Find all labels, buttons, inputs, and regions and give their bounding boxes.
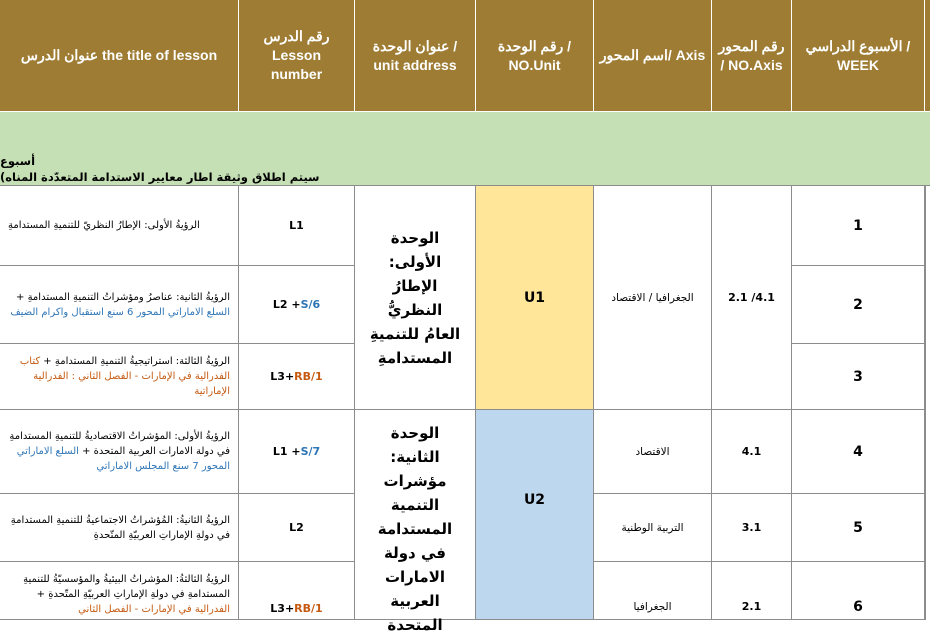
header-lesson-title xyxy=(0,0,239,112)
week-6-text: 6 xyxy=(853,599,863,615)
banner-line-2: (سيتم اطلاق وثيقة اطار معايير الاستدامة المتعدّدة المناه xyxy=(0,170,320,184)
lesson-number-6-text: L3+ xyxy=(270,602,295,615)
lesson-title-2 xyxy=(0,266,239,344)
week-6 xyxy=(792,562,925,620)
week-3 xyxy=(792,344,925,410)
table-right-edge xyxy=(925,186,930,620)
lesson-number-2-text: L2 + xyxy=(272,298,301,311)
axis-no-1 xyxy=(712,186,792,410)
lesson-number-4 xyxy=(239,410,355,494)
lesson-title-4 xyxy=(0,410,239,494)
lesson-title-3-wrap xyxy=(8,354,230,399)
axis-no-4-text: 2.1 xyxy=(741,600,762,613)
lesson-title-6-extra: الفدرالية في الإمارات - الفصل الثاني xyxy=(78,604,230,615)
week-banner xyxy=(0,112,930,186)
week-3-text: 3 xyxy=(853,368,863,385)
axis-name-1 xyxy=(594,186,712,410)
axis-no-3 xyxy=(712,494,792,562)
axis-no-2 xyxy=(712,410,792,494)
unit-address-1-text: الوحدة الأولى: الإطارُ النظريُّ العامُ للتنميةِ المستدامةِ xyxy=(369,228,461,367)
banner-line-1: أسبوع xyxy=(0,154,36,168)
lesson-title-6 xyxy=(0,562,239,620)
lesson-title-1 xyxy=(0,186,239,266)
unit-no-1 xyxy=(476,186,594,410)
lesson-number-3 xyxy=(239,344,355,410)
lesson-title-3-text: الرؤيةُ الثالثة: استراتيجيةُ التنميةِ المستدامةِ + xyxy=(43,356,230,367)
axis-no-3-text: 3.1 xyxy=(741,521,762,534)
lesson-number-2 xyxy=(239,266,355,344)
lesson-title-2-text: الرؤيةُ الثانية: عناصرُ ومؤشراتُ التنميةِ المستدامةِ + xyxy=(16,291,230,303)
header-lesson-number xyxy=(239,0,355,112)
week-2 xyxy=(792,266,925,344)
lesson-number-5-text: L2 xyxy=(289,521,304,534)
lesson-title-6-text: الرؤيةُ الثالثةُ: المؤشراتُ البيئيةُ والمؤسسيّةُ للتنميةِ المستدامةِ في دولةِ الإماراتِ العربيّةِ المتّحدةِ + xyxy=(23,574,230,600)
header-unit-address-text: عنوان الوحدة / unit address xyxy=(372,37,458,73)
lesson-number-3-text: L3+ xyxy=(270,370,295,383)
header-week-text: الأسبوع الدراسي / WEEK xyxy=(805,37,911,73)
unit-address-2 xyxy=(355,410,476,634)
lesson-number-6-link[interactable]: RB/1 xyxy=(294,602,323,615)
lesson-number-1 xyxy=(239,186,355,266)
lesson-number-5 xyxy=(239,494,355,562)
week-2-text: 2 xyxy=(853,296,863,313)
axis-no-4 xyxy=(712,562,792,620)
lesson-number-3-link[interactable]: RB/1 xyxy=(294,370,323,383)
unit-address-1 xyxy=(355,186,476,410)
lesson-number-4-text: L1 + xyxy=(272,445,301,458)
lesson-title-2-extra: السلع الاماراتي المحور 6 سنع استقبال واكرام الضيف xyxy=(10,306,230,318)
axis-name-2 xyxy=(594,410,712,494)
header-axis-no xyxy=(712,0,792,112)
axis-name-2-text: الاقتصاد xyxy=(635,445,670,458)
lesson-title-6-wrap xyxy=(8,572,230,617)
header-unit-address xyxy=(355,0,476,112)
week-1 xyxy=(792,186,925,266)
unit-address-2-text: الوحدة الثانية: مؤشرات التنمية المستدامة في دولة الامارات العربية المتحدة xyxy=(377,423,453,634)
header-unit-no-text: رقم الوحدة / NO.Unit xyxy=(497,37,572,73)
header-week xyxy=(792,0,925,112)
header-axis-name-text: اسم المحور/ Axis xyxy=(599,47,706,63)
unit-no-2 xyxy=(476,410,594,620)
header-axis-name xyxy=(594,0,712,112)
axis-no-1-text: 2.1 /4.1 xyxy=(728,291,775,304)
lesson-title-4-wrap xyxy=(8,429,230,474)
header-unit-no xyxy=(476,0,594,112)
week-1-text: 1 xyxy=(853,217,863,234)
lesson-title-2-wrap xyxy=(8,290,230,320)
axis-name-3-text: التربية الوطنية xyxy=(621,521,684,534)
axis-no-2-text: 4.1 xyxy=(741,445,762,458)
lesson-title-3 xyxy=(0,344,239,410)
lesson-number-4-link[interactable]: S/7 xyxy=(300,445,321,458)
lesson-title-4-text: الرؤيةُ الأولى: المؤشراتُ الاقتصاديةُ للتنميةِ المستدامةِ في دولة الامارات العربية المتحدة + xyxy=(9,431,230,457)
lesson-title-1-text: الرؤيةُ الأولى: الإطارُ النظريّ للتنميةِ المستدامةِ xyxy=(8,220,200,231)
lesson-title-5-text: الرؤيةُ الثانيةُ: المُؤشراتُ الاجتماعيةُ للتنميةِ المستدامةِ في دولةِ الإماراتِ العربيّةِ المتّحدةِ xyxy=(10,514,230,541)
header-edge xyxy=(925,0,930,112)
week-5-text: 5 xyxy=(853,519,863,536)
axis-name-4 xyxy=(594,562,712,620)
lesson-number-2-link[interactable]: S/6 xyxy=(300,298,321,311)
lesson-title-5 xyxy=(0,494,239,562)
lesson-title-3-extra: كتاب الفدرالية في الإمارات - الفصل الثاني : الفدرالية الإماراتية xyxy=(19,356,230,397)
week-4-text: 4 xyxy=(853,443,863,460)
unit-no-1-text: U1 xyxy=(523,289,546,306)
unit-no-2-text: U2 xyxy=(523,491,546,508)
header-lesson-number-text: رقم الدرس Lesson number xyxy=(263,28,330,82)
week-5 xyxy=(792,494,925,562)
lesson-number-6 xyxy=(239,562,355,620)
header-axis-no-text: رقم المحور / NO.Axis xyxy=(718,37,785,73)
lesson-title-4-extra: السلع الاماراتي المحور 7 سنع المجلس الاماراتي xyxy=(16,446,230,472)
week-4 xyxy=(792,410,925,494)
axis-name-1-text: الجغرافيا / الاقتصاد xyxy=(611,291,694,304)
axis-name-3 xyxy=(594,494,712,562)
axis-name-4-text: الجغرافيا xyxy=(633,601,672,613)
header-lesson-title-text: عنوان الدرس the title of lesson xyxy=(20,47,218,63)
lesson-number-1-text: L1 xyxy=(289,219,304,232)
